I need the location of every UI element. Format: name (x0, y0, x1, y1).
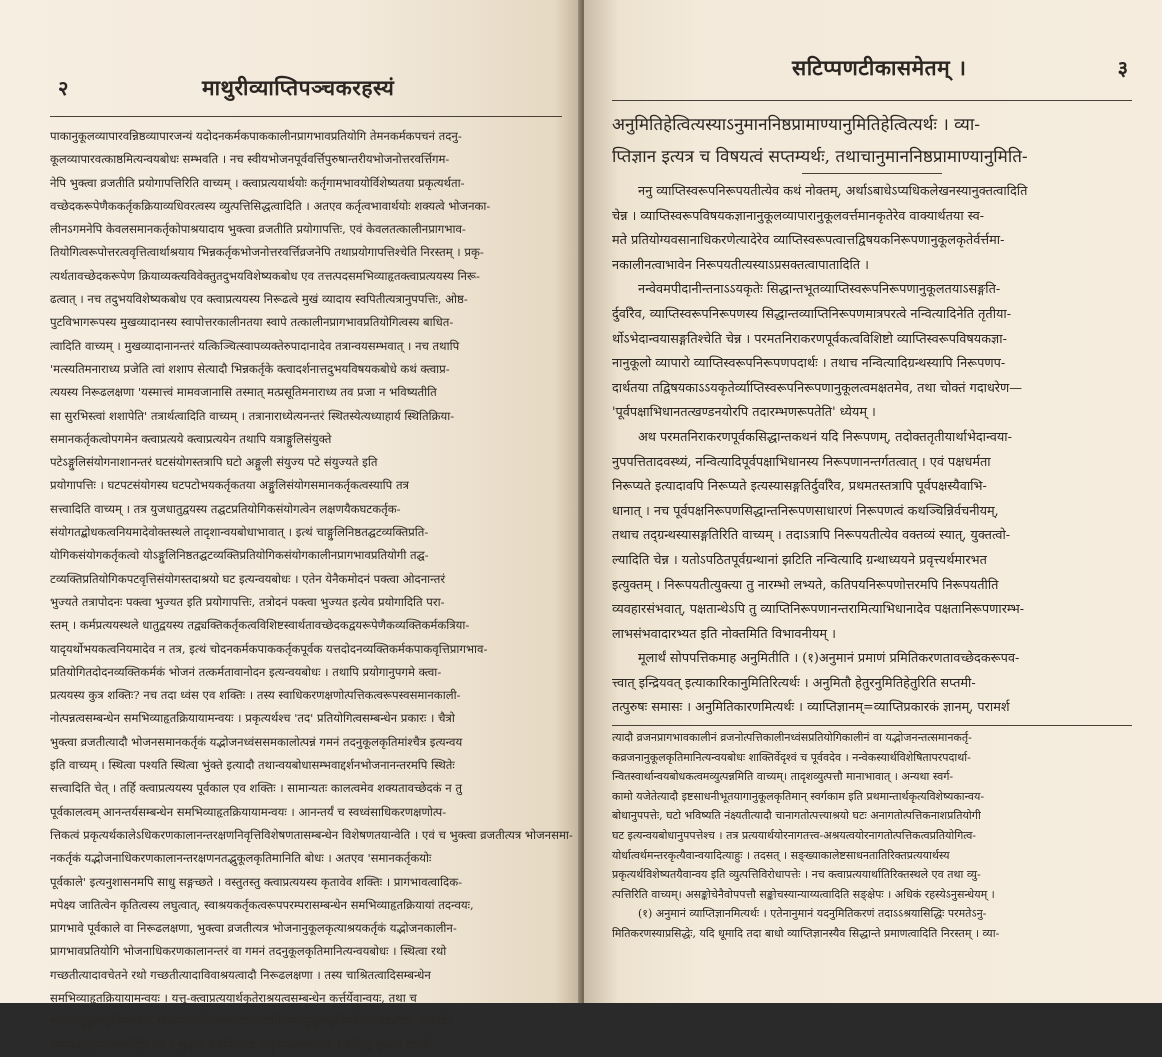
text-line: कूलव्यापारवत्काष्ठमित्यन्वयबोधः सम्भवति । नच स्वीयभोजनपूर्ववर्त्तिपुरुषान्तरीयभोजनोत्तरवर्त्तिगम- (50, 152, 450, 167)
text-line: त्त्वात् इन्द्रियवत् इत्याकारिकानुमितिरित्यर्थः । अनुमितौ हेतुरनुमितिहेतुरिति सप्तमी- (612, 675, 976, 691)
opening-divider (802, 173, 942, 174)
text-line: प्तिज्ञान इत्यत्र च विषयत्वं सप्तम्यर्थः, तथाचानुमाननिष्ठप्रामाण्यानुमिति- (612, 147, 1028, 167)
text-line: अनुमितिहेत्वित्यस्याऽनुमाननिष्ठप्रामाण्यानुमितिहेत्वित्यर्थः । व्या- (612, 115, 980, 135)
text-line: नोत्पन्नत्वसम्बन्धेन समभिव्याहृतक्रियायामन्वयः । प्रकृत्यर्थश्च 'तद' प्रतियोगित्वसम्बन्धेन प्रकारः । चैत्रो (50, 711, 455, 726)
text-line: भुज्यते तत्रापोदनः पक्त्वा भुज्यत इति प्रयोगापत्तिः, तत्रोदनं पक्त्वा भुज्यत इत्येव प्रयोगादिति परा- (50, 594, 445, 609)
text-line: धानात् । नच पूर्वपक्षनिरूपणसिद्धान्तनिरूपणसाधारणं निरूपणत्वं कथञ्चिन्निर्वचनीयम्, (612, 503, 999, 519)
footnote-line: बोधानुपपत्तेः, घटो भविष्यति नंक्ष्यतीत्यादौ चानागतोत्पत्त्याश्रयो घटः अनागतोत्पत्तिकनाशप्रतियोगी (612, 809, 981, 823)
right-page-number: ३ (1117, 56, 1128, 80)
text-line: नन्वेवमपीदानीन्तनाऽऽयकृतेः सिद्धान्तभूतव्याप्तिस्वरूपनिरूपणानुकूलतयाऽसङ्गति- (638, 282, 1001, 298)
text-line: तत्पुरुषः समासः । अनुमितिकारणमित्यर्थः । व्याप्तिज्ञानम्=व्याप्तिप्रकारकं ज्ञानम्, परामर्श (612, 700, 1010, 716)
text-line: प्रतियोगितदोदनव्यक्तिकर्मकं भोजनं तत्कर्मतावानोदन इत्यन्वयबोधः । तथापि प्रयोगानुपगमे क्त्वा- (50, 664, 442, 679)
right-page-header (612, 54, 1132, 82)
text-line: पटेऽङ्गुलिसंयोगनाशानन्तरं घटसंयोगस्तत्रापि घटो अङ्गुली संयुज्य पटे संयुज्यते इति (50, 455, 378, 470)
right-page-title: सटिप्पणटीकासमेतम् । (792, 55, 967, 80)
text-line: सा सुरभिस्त्वां शशापेति' तत्रार्थत्वादिति वाच्यम् । तत्रानाराध्येत्यनन्तरं स्थितस्येत्यध्याहार्य स्थितिक्रिया- (50, 408, 455, 423)
text-line: पाकानुकूलव्यापारवन्निष्ठव्यापारजन्यं यदोदनकर्मकपाककालीनप्रागभावप्रतियोगि तेमनकर्मकपचनं तदनु- (50, 129, 462, 143)
right-page (584, 0, 1162, 1003)
text-line: नकर्तृकं यद्भोजनाधिकरणकालानन्तरक्षणनतद्भुकूलकृतिमानिति बोधः । अतएव 'समानकर्तृकयोः (50, 851, 432, 866)
text-line: प्रयोगापत्तिः । घटपटसंयोगस्य घटपटोभयकर्तृकतया अङ्गुलिसंयोगसमानकर्तृकत्वस्यापि तत्र (50, 478, 409, 493)
text-line: टव्यक्तिप्रतियोगिकपटवृत्तिसंयोगस्तदाश्रयो घट इत्यन्वयबोधः । एतेन येनैकमोदनं पक्त्वा ओदनान्तरं (50, 571, 446, 586)
text-line: नकालीनत्वाभावेन निरूपयतीत्यस्याऽप्रसक्तत्वापातादिति । (612, 257, 869, 273)
text-line: सत्त्वादिति चेत् । तर्हि क्त्वाप्रत्ययस्य पूर्वकाल एव शक्तिः । सामान्यतः कालत्वमेव शक्यतावच्छेदकं न तु (50, 781, 462, 796)
right-page-body (612, 180, 1132, 721)
footnote-line: (१) अनुमानं व्याप्तिज्ञानमित्यर्थः । एतेनानुमानं यदनुमितिकरणं तदाऽऽश्रयासिद्धिः परमतेऽनु- (638, 907, 987, 921)
text-line: योगिकसंयोगकर्तृकत्वो योऽङ्गुलिनिष्ठतद्घटव्यक्तिप्रतियोगिकसंयोगकालीनप्रागभावप्रतियोगी तद्घ- (50, 548, 429, 563)
text-line: मूलार्थं सोपपत्तिकमाह अनुमितीति । (१)अनुमानं प्रमाणं प्रमितिकरणतावच्छेदकरूपव- (638, 651, 1020, 667)
footnote-line: योर्धात्वर्थमन्तरकृत्यैवान्वयादित्याहुः । तदसत् । सङ्ख्याकालेष्टसाधनतातिरिक्तप्रत्ययार्थस्य (612, 848, 950, 862)
text-line: तथाच तद्ग्रन्थस्यासङ्गतिरिति वाच्यम् । तदाऽत्रापि निरूपयतीत्येव वक्तव्यं स्यात्, युक्तत्वो- (612, 528, 1011, 544)
text-line: 'मत्स्यतिमनाराध्य प्रजेति त्वां शशाप सेत्यादौ भिन्नकर्तृके क्त्वादर्शनात्तदुभयविषयकबोधे कथं क्त्वाप्र- (50, 361, 450, 376)
text-line: यादृयर्थोभयकत्वनियमादेव न तत्र, इत्थं चोदनकर्मकपाककर्तृकपूर्वक यत्तदोदनव्यक्तिकर्मकपाकवृत्तिप्रागभाव- (50, 641, 488, 656)
left-page-title: माथुरीव्याप्तिपञ्चकरहस्यं (202, 75, 395, 100)
text-line: र्दुर्वारैव, व्याप्तिस्वरूपनिरूपणस्य सिद्धान्तव्याप्तिनिरूपणमात्रपरत्वे नन्वित्यादिनेति तृतीया- (612, 306, 1012, 322)
text-line: वच्छेदकरूपेणैककर्तृकक्रियाव्यधिवरत्वस्य व्युत्पत्तिसिद्धत्वादिति । अतएव कर्तृत्वभावार्थयोः शक्यत्वे भोजनका- (50, 198, 491, 213)
text-line: निरूप्यते इत्यादावपि निरूप्यते इत्यस्यासङ्गतिर्दुर्वारैव, प्रथमतस्तत्रापि पूर्वपक्षस्यैवाभि- (612, 479, 987, 495)
footnote-line: प्रकृत्यर्थविशेष्यतयैवान्वय इति व्युत्पत्तिविरोधापत्तेः । नच क्त्वाप्रत्ययार्थातिरिक्तस्थले एव तथा व्यु- (612, 868, 981, 882)
text-line: चेन्न । व्याप्तिस्वरूपविषयकज्ञानानुकूलव्यापारानुकूलवर्त्तमानकृतेरेव वाक्यार्थतया स्व- (612, 208, 985, 224)
footnote-line: न्वितस्वार्थान्वयबोधकत्वमव्युत्पन्नमिति वाच्यम्। तादृशव्युत्पत्तौ मानाभावात् । अन्यथा स्वर्ग- (612, 770, 954, 784)
text-line: समानकर्तृकत्वोपगमेन क्त्वाप्रत्यये क्त्वाप्रत्ययेन तथापि यत्राङ्गुलिसंयुक्ते (50, 431, 332, 446)
text-line: गच्छतीत्यादावचेतने रथो गच्छतीत्यादाविवाश्रयत्वादौ निरूढलक्षणा । तस्य चाश्रितत्वादिसम्बन्धेन (50, 967, 431, 982)
text-line: मपेक्ष्य जातित्वेन कृतित्वस्य लघुत्वात्, स्वाश्रयकर्तृकत्वरूपपरम्परासम्बन्धेन समभिव्याहृतक्रियायां तदन्वयः, (50, 897, 474, 912)
text-line: इति वाच्यम् । स्थित्वा पश्यति स्थित्वा भुंक्ते इत्यादौ तथान्वयबोधासम्भवाद्दर्शनभोजनानन्तरमपि स्थितेः (50, 758, 455, 773)
text-line: ढत्वात् । नच तदुभयविशेष्यकबोध एव क्त्वाप्रत्ययस्य निरूढत्वे मुखं व्यादाय स्वपितीत्यत्रानुपपत्तिः, ओष्ठ- (50, 292, 468, 307)
text-line: पुटविभागरूपस्य मुखव्यादानस्य स्वापोत्तरकालीनतया स्वापे तत्कालीनप्रागभावप्रतियोगित्वस्य बाधित- (50, 315, 454, 330)
left-page-header (50, 74, 562, 102)
text-line: पूर्वकालत्वम् आनन्तर्यसम्बन्धेन समभिव्याहृतक्रियायामन्वयः । आनन्तर्यं च स्वध्वंसाधिकरणक्षणोत्प- (50, 804, 447, 819)
footnote-line: कव्रजनानुकूलकृतिमानित्यन्वयबोधः शाक्तिर्वेदृश्वं च पूर्ववदेव । नन्वेकस्यार्थविशेषितापरपदार्था- (612, 750, 971, 764)
text-line: पूर्वकाले' इत्यनुशासनमपि साधु सङ्गच्छते । वस्तुतस्तु क्त्वाप्रत्ययस्य कृतावेव शक्तिः । प्रागभावत्वादिक- (50, 874, 463, 889)
text-line: व्यवहारसंभवात्, पक्षतान्थेऽपि तु व्याप्तिनिरूपणानन्तरामित्याभिधानादेव पक्षतानिरूपणारम्भ- (612, 602, 1025, 618)
footnote-line: त्यादौ व्रजनप्रागभावकालीनं व्रजनोत्पत्तिकालीनध्वंसप्रतियोगिकालीनं वा यद्भोजनन्तत्समानकर्तृ- (612, 731, 972, 745)
text-line: ल्यादिति चेन्न । यतोऽपठितपूर्वग्रन्थानां झटिति नन्वित्यादि ग्रन्थाध्ययने प्रवृत्त्यर्थमारभत (612, 552, 987, 568)
text-line: नानुकूलो व्यापारो व्याप्तिस्वरूपनिरूपणपदार्थः । तथाच नन्वित्यादिग्रन्थस्यापि निरूपणप- (612, 356, 1006, 372)
footnote-line: त्पत्तिरिति वाच्यम्। असङ्कोचेनैवोपपत्तौ सङ्कोचस्यान्याय्यत्वादिति सङ्क्षेपः । अधिकं रहस्येऽनुसन्धेयम् । (612, 887, 995, 901)
text-line: नेपि भुक्त्वा व्रजतीति प्रयोगापत्तिरिति वाच्यम् । क्त्वाप्रत्ययार्थयोः कर्तृगामभावयोर्विशेष्यतया प्रकृत्यर्थता- (50, 175, 465, 190)
footnote-line: घट इत्यन्वयबोधानुपपत्तेश्च । तत्र प्रत्ययार्थयोरनागतत्त्व-अश्रयत्वयोरनागतोत्पत्तिकत्वप्रतियोगित्व- (612, 829, 977, 843)
text-line: स्तम् । कर्मप्रत्ययस्थले धातुद्वयस्य तद्व्यक्तिकर्तृकत्वविशिष्टस्वार्थतावच्छेदकद्वयरूपेणैकव्यक्तिकर्मकत्रिया- (50, 618, 470, 633)
text-line: त्वादिति वाच्यम् । मुखव्यादानानन्तरं यत्किञ्चित्स्वापव्यक्तेरुपादानादेव तत्रान्वयसम्भवात् । नच तथापि (50, 338, 460, 353)
text-line: नुपपत्तितादवस्थ्यं, नन्वित्यादिपूर्वपक्षाभिधानस्य निरूपणानन्तर्गतत्वात् । एवं पक्षधर्मता (612, 454, 991, 470)
text-line: तियोगित्वरूपोत्तरत्ववृत्तित्वार्थाश्रयाय भिन्नकर्तृकभोजनोत्तरवर्त्तिव्रजनेपि तथाप्रयोगापत्तिश्चेति निरस्तम् । प्रकृ- (50, 245, 484, 260)
text-line: मते प्रतियोग्यवसानाधिकरणेत्यादेरेव व्याप्तिस्वरूपत्वात्तद्विषयकनिरूपणानुकूलकृतेर्वर्त्तमा- (612, 233, 1005, 249)
text-line: प्रत्ययस्य कुत्र शक्तिः? नच तदा ध्वंस एव शक्तिः । तस्य स्वाधिकरणक्षणोत्पत्तिकत्वरूपस्वसमानकाली- (50, 688, 461, 703)
right-header-rule (612, 100, 1132, 101)
text-line: दार्थतया तद्विषयकाऽऽयकृतेर्व्याप्तिस्वरूपनिरूपणानुकूलत्वमक्षतमेव, तथा चोक्तं गदाधरेण— (612, 380, 1023, 396)
text-line: भोजनानुकूलकृतिमांश्चैत्रो भोजनकालीनप्रागभावप्रतियोगिगमनानुकूलकृतिमानित्यन्वयबोधः, तावतापि (50, 1014, 454, 1029)
right-footnotes (612, 728, 1132, 944)
left-page-body (50, 125, 573, 1057)
text-line: त्तिकत्वं प्रकृत्यर्थकालेऽधिकरणकालानन्तरक्षणनिवृत्तिविशेषणतासम्बन्धेन विशेषणतयान्वेति । एवं च भुक्त्वा व्रजतीत्यत्र भोजनसमा- (50, 827, 573, 842)
text-line: लाभसंभवादारभ्यत इति नोक्तमिति विभावनीयम् । (612, 626, 836, 642)
text-line: 'पूर्वपक्षाभिधानतत्खण्डनयोरपि तदारम्भणरूपतेति' ध्येयम् । (612, 405, 876, 421)
text-line: भुक्त्वा व्रजतीत्यादौ भोजनसमानकर्तृकं यद्भोजनध्वंससमकालोत्पन्नं गमनं तदनुकूलकृतिमांश्चैत्र इत्यन्वय (50, 734, 463, 749)
text-line: लीनऽगमनेपि केवलसमानकर्तृकोपाश्रयादाय भुक्त्वा व्रजतीति प्रयोगापत्तिः, एवं केवलतत्कालीनप्रागभाव- (50, 222, 466, 237)
text-line: सत्त्वादिति वाच्यम् । तत्र युजधातुद्वयस्य तद्घटप्रतियोगिकसंयोगत्वेन लक्षणयैकघटकर्तृक- (50, 501, 401, 516)
right-opening-text (612, 109, 1132, 173)
text-line: समभिव्याहृतक्रियायामन्वयः । यत्तु-क्त्वाप्रत्ययार्थकृतेराश्रयत्वसम्बन्धेन कर्त्तर्येवान्वयः, तथा च (50, 990, 417, 1005)
text-line: समानकर्तृकत्वलाभादिति-तन्न । भुक्त्वा व्रजमित्यादौ कर्तृकत्वलाभापत्तेः । केचित्तु भुक्त्वा व्रजती- (50, 1037, 435, 1052)
footnote-line: मितिकरणस्याप्रसिद्धेः, यदि धूमादि तदा बाधो व्याप्तिज्ञानस्यैव सिद्धान्ते प्रमाणत्वादिति निरस्तम् । व्या- (612, 927, 1000, 940)
left-page-number: २ (58, 76, 69, 100)
text-line: प्रागभावप्रतियोगि भोजनाधिकरणकालानन्तरं वा गमनं तदनुकूलकृतिमानित्यन्वयबोधः । स्थित्वा रथो (50, 944, 447, 959)
text-line: इत्युक्तम् । निरूपयतीत्युक्त्या तु नारम्भो लभ्यते, कतिपयनिरूपणोत्तरमपि निरूपयतीति (612, 577, 999, 593)
text-line: ननु व्याप्तिस्वरूपनिरूपयतीत्येव कथं नोक्तम्, अर्थाऽबाधेऽप्यधिकलेखनस्यानुक्तत्वादिति (638, 184, 1028, 199)
text-line: त्ययस्य निरूढलक्षणा 'यस्मात्त्वं मामवजानासि तस्मात् मत्प्रसूतिमनाराध्य तव प्रजा न भविष्यतीति (50, 385, 437, 400)
text-line: प्रागभावे पूर्वकाले वा निरूढलक्षणा, भुक्त्वा व्रजतीत्यत्र भोजनानुकूलकृत्याश्रयकर्तृकं यद्भोजनकालीन- (50, 921, 457, 936)
left-header-rule (50, 116, 562, 117)
text-line: त्यर्थतावच्छेदकरूपेण क्रियाव्यक्त्यविवेक्तुतदुभयविशेष्यकबोध एव तत्तत्पदसमभिव्याहृतक्त्वाप्रत्ययस्य निरू- (50, 268, 480, 283)
text-line: अथ परमतनिराकरणपूर्वकसिद्धान्तकथनं यदि निरूपणम्, तदोक्ततृतीयार्थाभेदान्वया- (638, 429, 1012, 445)
text-line: संयोगतद्बोधकत्वनियमादेवोक्तस्थले तादृशान्वयबोधाभावात् । इत्थं चाङ्गुलिनिष्ठतद्घटव्यक्तिप्रति- (50, 525, 429, 540)
footnote-rule (612, 725, 1132, 726)
footnote-line: कामो यजेतेत्यादौ इष्टसाधनीभूतयागानुकूलकृतिमान् स्वर्गकाम इति प्रथमान्तार्थकृत्यविशेष्यकान्वय- (612, 789, 985, 803)
text-line: र्थोऽभेदान्वयासङ्गतिश्चेति चेन्न । परमतनिराकरणपूर्वकत्वविशिष्टो व्याप्तिस्वरूपविषयकज्ञा- (612, 331, 1007, 347)
